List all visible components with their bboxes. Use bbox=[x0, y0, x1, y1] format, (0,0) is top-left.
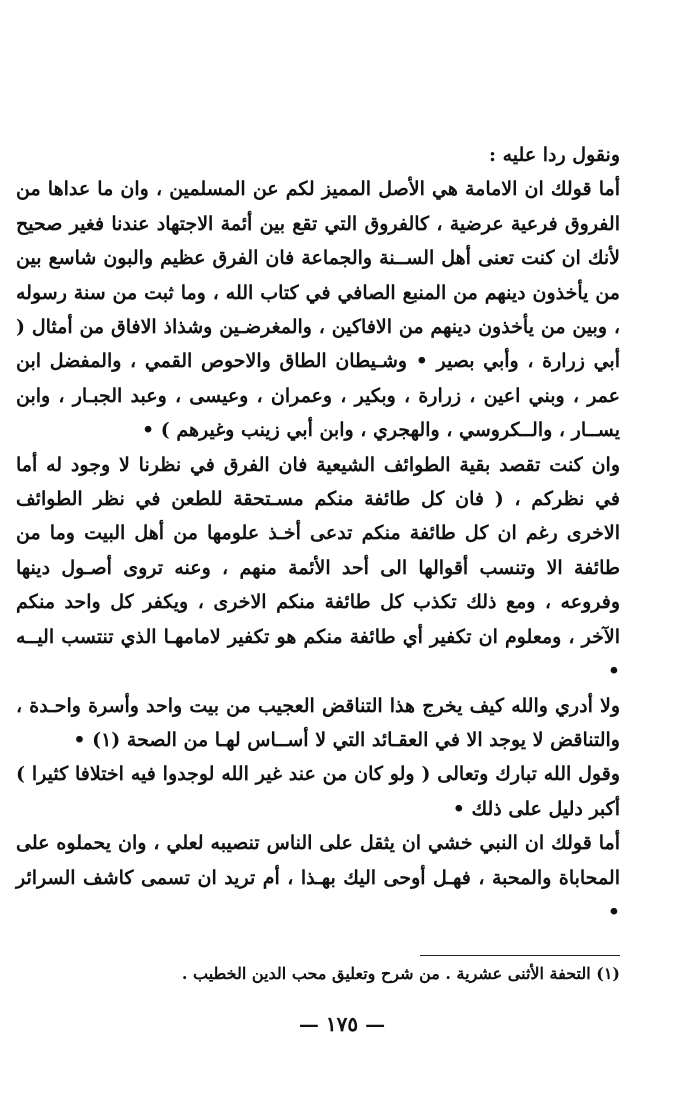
page-number: — ١٧٥ — bbox=[298, 1012, 386, 1036]
footnote: (١) التحفة الأثنى عشرية . من شرح وتعليق محب الدين الخطيب . bbox=[181, 964, 620, 983]
footnote-divider bbox=[420, 955, 620, 956]
paragraph-intro: ونقول ردا عليه : bbox=[488, 144, 620, 166]
paragraph-quran-quote: وقول الله تبارك وتعالى ( ولو كان من عند غير الله لوجدوا فيه اختلافا كثيرا ) أكبر دليل على ذلك • bbox=[16, 763, 620, 820]
paragraph-imamate-reply: أما قولك ان الامامة هي الأصل المميز لكم عن المسلمين ، وان ما عداها من الفروق فرعية عرضية ، كالفروق التي تقع بين أئمة الاجتهاد عندنا فغير صحيح لأنك ان كنت تعنى أهل الســنة والجماعة فان الفرق عظيم والبون شاسع بين من يأخذون دينهم من المنبع الصافي في كتاب الله ، وما ثبت من سنة رسوله ، وبين من يأخذون دينهم من الافاكين ، والمغرضـين وشذاذ الافاق من أمثال ( أبي زرارة ، وأبي بصير • وشـيطان الطاق والاحوص القمي ، والمفضل ابن عمر ، وبني اعين ، زرارة ، وبكير ، وعمران ، وعيسى ، وعبد الجبـار ، وابن يســار ، والــكروسي ، والهجري ، وابن أبي زينب وغيرهم ) • bbox=[16, 178, 620, 442]
paragraph-shia-sects: وان كنت تقصد بقية الطوائف الشيعية فان الفرق في نظرنا لا وجود له أما في نظركم ، ( فان كل طائفة منكم مسـتحقة للطعن في نظر الطوائف الاخرى رغم ان كل طائفة منكم تدعى أخـذ علومها من أهل البيت وما من طائفة الا وتنسب أقوالها الى أحد الأئمة منهم ، وعنه تروى أصـول دينها وفروعه ، ومع ذلك تكذب كل طائفة منكم الاخرى ، ويكفر كل واحد منكم الآخر ، ومعلوم ان تكفير أي طائفة منكم هو تكفير لامامهـا الذي تنتسب اليــه • bbox=[16, 453, 620, 683]
paragraph-prophet-fear: أما قولك ان النبي خشي ان يثقل على الناس تنصيبه لعلي ، وان يحملوه على المحاباة والمحبة ، فهـل أوحى اليك بهـذا ، أم تريد ان تسمى كاشف السرائر • bbox=[16, 832, 620, 923]
body-text bbox=[16, 138, 620, 929]
paragraph-contradiction: ولا أدري والله كيف يخرج هذا التناقض العجيب من بيت واحد وأسرة واحـدة ، والتناقض لا يوجد الا في العقـائد التي لا أســاس لهـا من الصحة (١) • bbox=[16, 694, 620, 751]
